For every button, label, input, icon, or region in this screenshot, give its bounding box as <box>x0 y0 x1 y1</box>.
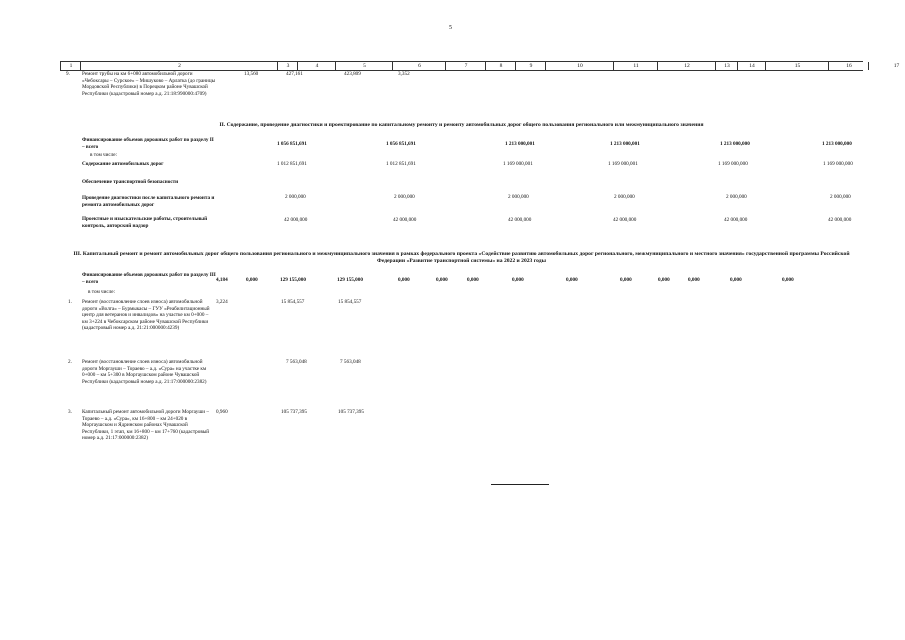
col-header: 17 <box>868 62 905 70</box>
value-cell: 1 213 000,001 <box>505 141 535 147</box>
value-cell: 1 213 000,000 <box>720 141 750 147</box>
row-cell: 3,352 <box>398 71 410 77</box>
value-cell: 1 213 000,000 <box>822 141 852 147</box>
value-cell: 0,000 <box>658 277 670 283</box>
col-header: 11 <box>613 62 658 70</box>
value-cell: 42 000,000 <box>724 217 748 223</box>
value-cell: 0,000 <box>730 277 742 283</box>
col-header: 9 <box>515 62 546 70</box>
row-cell: 15 854,557 <box>338 299 362 305</box>
value-cell: 42 000,000 <box>508 217 532 223</box>
value-cell: 2 000,000 <box>508 194 529 200</box>
value-cell: 1 169 000,000 <box>718 161 748 167</box>
row-cell: 7 563,048 <box>340 359 361 365</box>
value-cell: 0,000 <box>688 277 700 283</box>
incl-label: в том числе: <box>88 289 116 295</box>
row-cell: 7 563,048 <box>286 359 307 365</box>
value-cell: 42 000,000 <box>613 217 637 223</box>
col-header: 6 <box>392 62 446 70</box>
row-cell: 105 737,395 <box>281 409 307 415</box>
maint-label: Содержание автомобильных дорог <box>82 161 164 167</box>
value-cell: 42 000,000 <box>393 217 417 223</box>
funding-label: Финансирование объемов дорожных работ по разделу II – всего <box>82 137 214 150</box>
page-number: 5 <box>449 25 452 31</box>
row-number: 3. <box>68 409 72 415</box>
value-cell: 1 213 000,001 <box>610 141 640 147</box>
value-cell: 1 012 851,691 <box>277 161 307 167</box>
col-header: 15 <box>765 62 829 70</box>
value-cell: 0,000 <box>566 277 578 283</box>
value-cell: 4,184 <box>216 277 228 283</box>
value-cell: 2 000,000 <box>285 194 306 200</box>
row-cell: 0,960 <box>216 409 228 415</box>
design-label: Проектные и изыскательские работы, строительный контроль, авторский надзор <box>82 216 208 229</box>
row-cell: 15 854,557 <box>281 299 305 305</box>
value-cell: 1 169 000,001 <box>503 161 533 167</box>
section-title: II. Содержание, проведение диагностики и проектирование по капитальному ремонту и ремонту автомобильных дорог общего пользования регионального или межмуниципального значения <box>219 122 704 128</box>
col-header: 7 <box>445 62 486 70</box>
value-cell: 1 056 851,691 <box>386 141 416 147</box>
closing-rule <box>491 484 549 485</box>
value-cell: 0,000 <box>467 277 479 283</box>
value-cell: 0,000 <box>246 277 258 283</box>
value-cell: 1 012 851,691 <box>386 161 416 167</box>
value-cell: 2 000,000 <box>830 194 851 200</box>
row-name: Ремонт (восстановление слоев износа) автомобильной дороги Моргауши – Тораево – а.д. «Сура» на участке км 0+000 – км 5+300 в Моргаушском районе Чувашской Республики (кадастровый номер а.д. 21:17:000000:2382) <box>82 359 207 385</box>
value-cell: 1 169 000,000 <box>823 161 853 167</box>
value-cell: 0,000 <box>620 277 632 283</box>
row-cell: 3,224 <box>216 299 228 305</box>
col-header: 4 <box>297 62 336 70</box>
value-cell: 0,000 <box>398 277 410 283</box>
value-cell: 42 000,000 <box>828 217 852 223</box>
row-name: Капитальный ремонт автомобильной дороги Моргауши – Тораево – а.д. «Сура», км 16+800 – км 24+020 в Моргаушском и Ядринском районах Чувашской Республики, 1 этап, км 16+800 – км 17+760 (кадастровый номер а.д. 21:17:000000:2382) <box>82 409 210 442</box>
value-cell: 0,000 <box>436 277 448 283</box>
row-number: 9. <box>66 71 70 77</box>
col-header: 8 <box>485 62 516 70</box>
row-number: 1. <box>68 299 72 305</box>
row-cell: 13,560 <box>244 71 259 77</box>
row-cell: 427,161 <box>286 71 303 77</box>
col-header: 16 <box>828 62 869 70</box>
col-header: 14 <box>737 62 766 70</box>
value-cell: 129 155,000 <box>280 277 306 283</box>
col-header: 10 <box>545 62 614 70</box>
diag-label: Проведение диагностики после капитального ремонта и ремонта автомобильных дорог <box>82 195 215 208</box>
value-cell: 0,000 <box>782 277 794 283</box>
value-cell: 42 000,000 <box>284 217 308 223</box>
row-cell: 105 737,395 <box>338 409 364 415</box>
col-header: 2 <box>80 62 278 70</box>
value-cell: 0,000 <box>512 277 524 283</box>
row-number: 2. <box>68 359 72 365</box>
section-title: III. Капитальный ремонт и ремонт автомобильных дорог общего пользования регионального и межмуниципального значения в рамках федерального проекта «Содействие развитию автомобильных дорог регионального, межмуниципального и местного значения» государственной программы Российской Федерации «Развитие транспортной системы» на 2022 и 2023 годы <box>73 251 850 264</box>
value-cell: 2 000,000 <box>614 194 635 200</box>
value-cell: 2 000,000 <box>726 194 747 200</box>
value-cell: 1 169 000,001 <box>608 161 638 167</box>
column-header-row <box>60 61 900 71</box>
value-cell: 129 155,000 <box>337 277 363 283</box>
incl-label: в том числе: <box>90 152 118 158</box>
row-name: Ремонт (восстановление слоев износа) автомобильной дороги «Волга» – Бурмыкасы – ГУУ «Реабилитационный центр для ветеранов и инвалидов» на участке км 0+000 – км 3+224 в Чебоксарском районе Чувашской Республики (кадастровый номер а.д. 21:21:000000:4239) <box>82 299 210 332</box>
value-cell: 1 056 851,691 <box>277 141 307 147</box>
row-name: Ремонт трубы на км 6+080 автомобильной дороги «Чебоксары – Сурское» – Мишуково – Арлатка (до границы Мордовской Республики) в Порецком районе Чувашской Республики (кадастровый номер а.д. 21:18:990000:4709) <box>82 71 216 97</box>
funding-label: Финансирование объемов дорожных работ по разделу III – всего <box>82 272 216 285</box>
safety-label: Обеспечение транспортной безопасности <box>82 179 179 185</box>
row-cell: 423,809 <box>344 71 361 77</box>
col-header: 1 <box>60 62 81 70</box>
col-header: 3 <box>277 62 298 70</box>
col-header: 5 <box>335 62 393 70</box>
value-cell: 2 000,000 <box>394 194 415 200</box>
col-header: 13 <box>715 62 738 70</box>
col-header: 12 <box>657 62 716 70</box>
